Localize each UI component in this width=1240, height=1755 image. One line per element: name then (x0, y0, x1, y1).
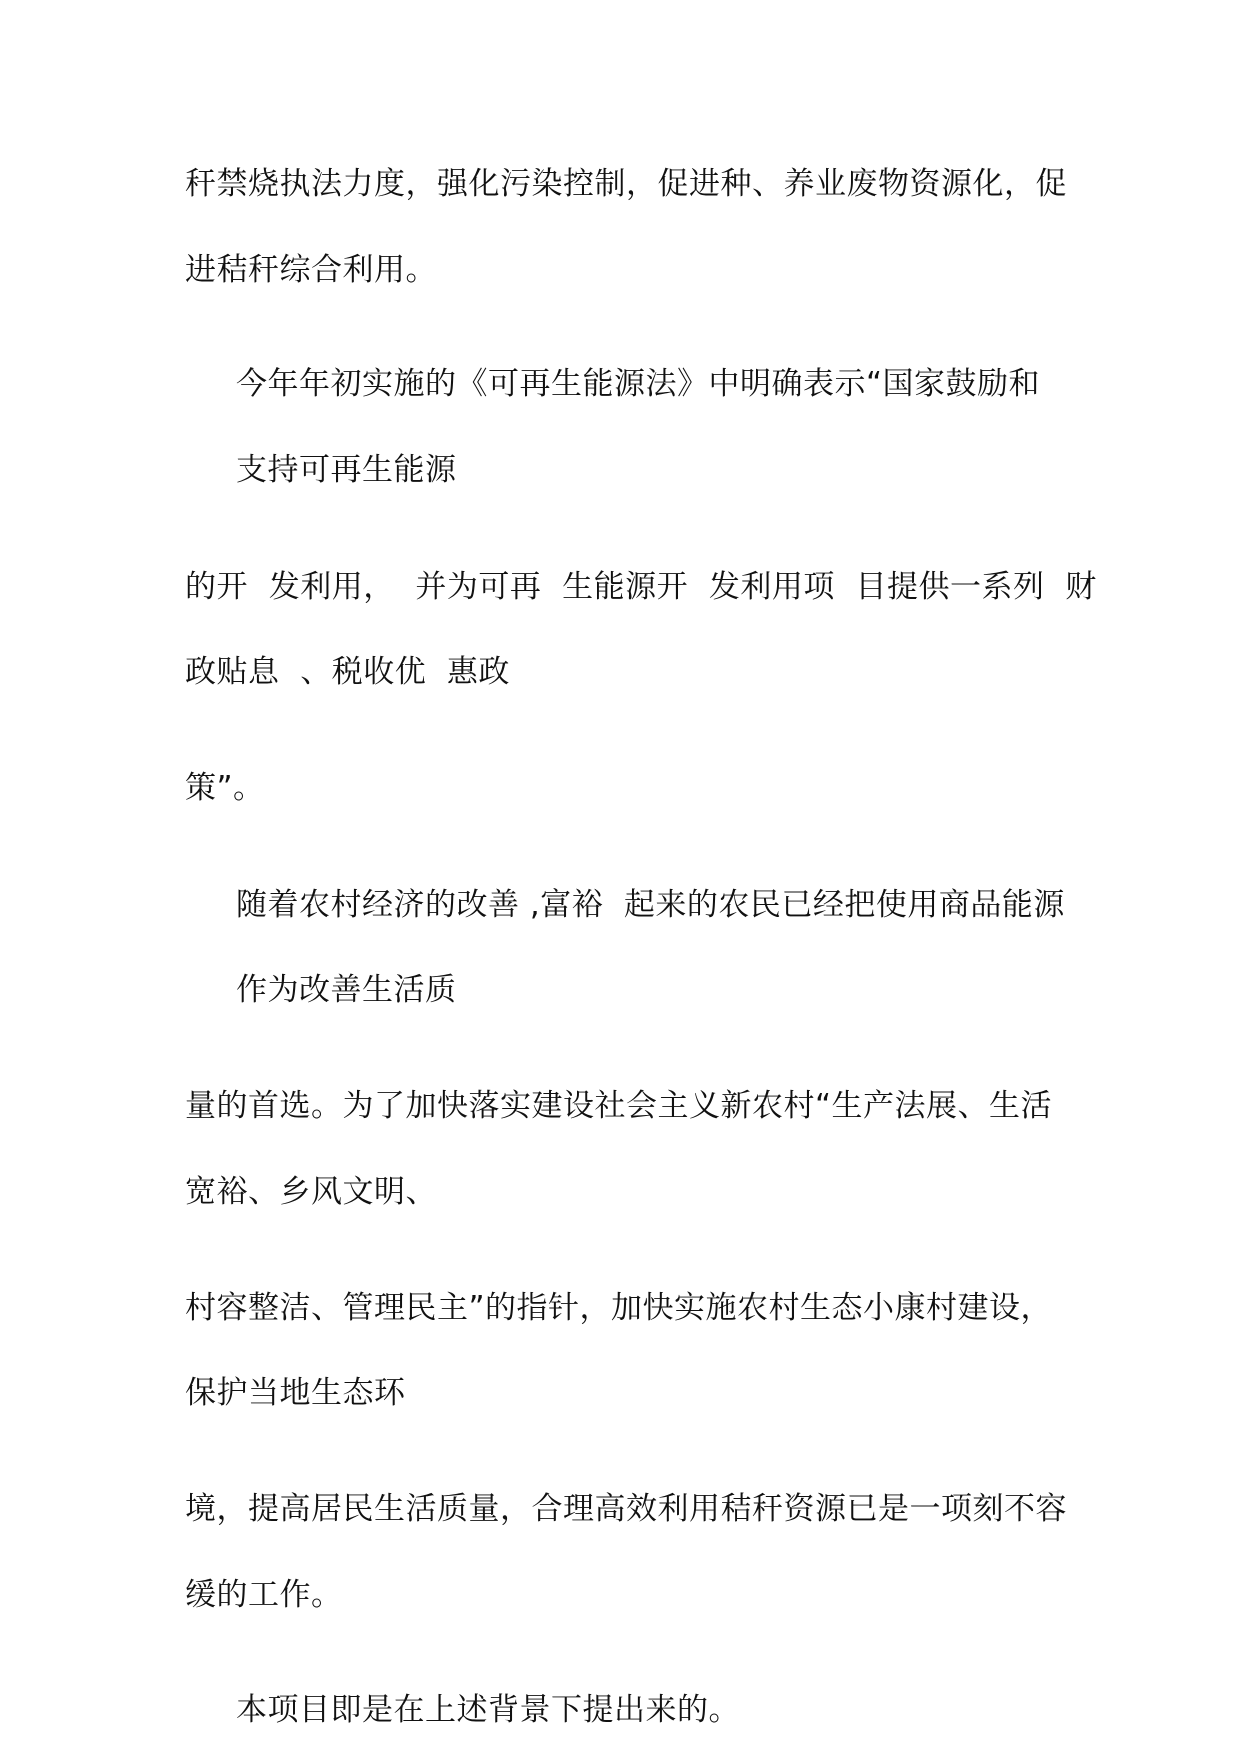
text-line: 秆禁烧执法力度，强化污染控制，促进种、养业废物资源化，促 (185, 166, 1067, 202)
text-line: 作为改善生活质 (236, 972, 457, 1008)
text-line: 随着农村经济的改善 ,富裕 起来的农民已经把使用商品能源 (236, 887, 1065, 923)
text-line: 的开 发利用， 并为可再 生能源开 发利用项 目提供一系列 财 (185, 569, 1097, 605)
text-line: 政贴息 、税收优 惠政 (185, 654, 510, 690)
text-line: 支持可再生能源 (236, 452, 457, 488)
text-line: 境，提高居民生活质量，合理高效利用秸秆资源已是一项刻不容 (185, 1491, 1067, 1527)
text-line: 进秸秆综合利用。 (185, 252, 437, 288)
text-line: 策”。 (185, 770, 265, 806)
text-line: 今年年初实施的《可再生能源法》中明确表示“国家鼓励和 (236, 366, 1041, 402)
text-line: 本项目即是在上述背景下提出来的。 (236, 1692, 740, 1728)
text-line: 缓的工作。 (185, 1577, 343, 1613)
text-line: 量的首选。为了加快落实建设社会主义新农村“生产法展、生活 (185, 1088, 1053, 1124)
text-line: 保护当地生态环 (185, 1375, 406, 1411)
text-line: 宽裕、乡风文明、 (185, 1174, 437, 1210)
text-line: 村容整洁、管理民主”的指针，加快实施农村生态小康村建设， (185, 1290, 1053, 1326)
